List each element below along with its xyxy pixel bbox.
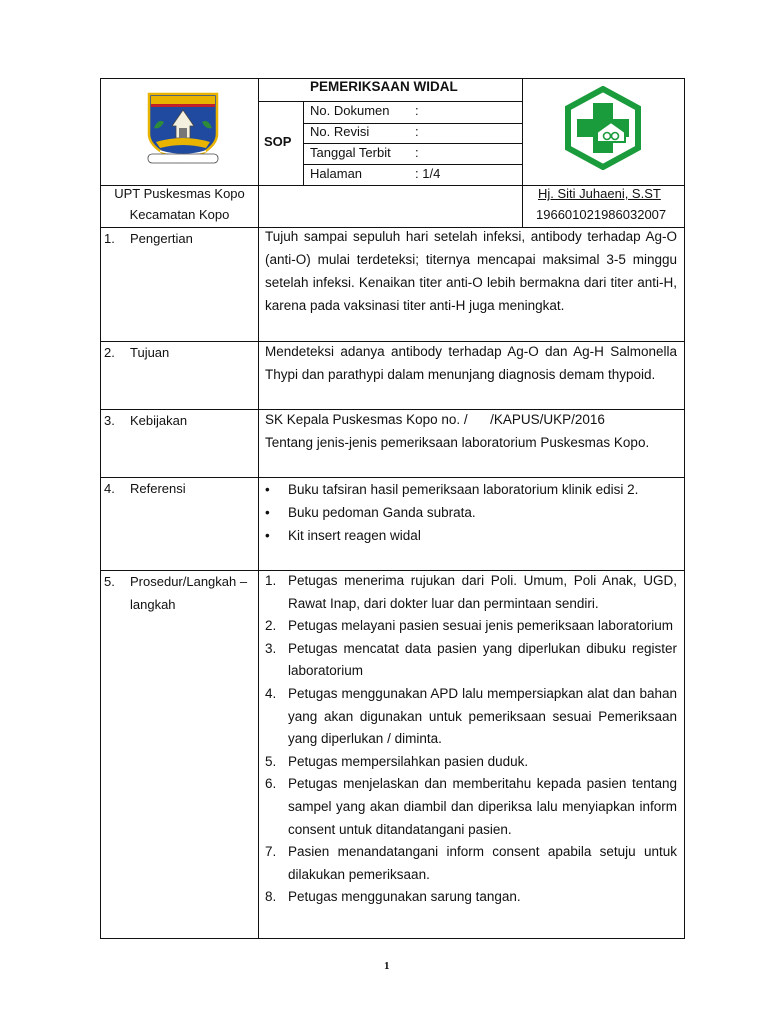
puskesmas-logo [563,86,643,170]
list-item: 2. Petugas melayani pasien sesuai jenis pemeriksaan laboratorium [265,618,673,634]
section-procedure-label: 5. Prosedur/Langkah – langkah [104,574,248,612]
list-item: 3. Petugas mencatat data pasien yang diperlukan dibuku register laboratorium [265,640,677,679]
page-count-label: Halaman [310,166,363,181]
page-count-value: : 1/4 [415,166,441,181]
page-number: 1 [384,960,390,972]
table-border-right [684,78,685,939]
institution-subdistrict: Kecamatan Kopo [129,207,230,222]
list-item: • Kit insert reagen widal [260,524,680,547]
table-border-bottom [100,938,685,939]
procedure-steps [260,570,677,909]
table-rule [303,101,304,186]
table-rule [259,101,522,102]
list-item: 5. Petugas mempersilahkan pasien duduk. [265,753,529,769]
list-item: 8. Petugas menggunakan sarung tangan. [265,889,521,905]
section-policy-text: Tentang jenis-jenis pemeriksaan laboratorium Puskesmas Kopo. [265,435,650,450]
sop-label: SOP [264,134,292,149]
list-item: 6. Petugas menjelaskan dan memberitahu kepada pasien tentang sampel yang akan diambil dan diperiksa lalu menyiapkan inform consent untuk ditandatangani pasien. [265,776,677,837]
list-item: 7. Pasien menandatangani inform consent apabila setuju untuk dilakukan pemeriksaan. [265,844,677,882]
section-policy-decree: SK Kepala Puskesmas Kopo no. / /KAPUS/UKP/2016 [265,412,605,427]
section-policy-label: 3. Kebijakan [104,413,188,428]
signer-name: Hj. Siti Juhaeni, S.ST [538,186,661,201]
document-title: PEMERIKSAAN WIDAL [310,79,458,94]
issue-date-label: Tanggal Terbit [310,145,391,160]
section-reference-label: 4. Referensi [104,481,186,496]
section-definition-label: 1. Pengertian [104,231,193,246]
table-rule [303,143,522,144]
reference-list [260,478,680,547]
table-rule [303,164,522,165]
section-definition-text: Tujuh sampai sepuluh hari setelah infeksi, antibody terhadap Ag-O (anti-O) mulai terdeteksi; titernya mencapai maksimal 3-5 minggu setelah infeksi. Kenaikan titer anti-O lebih bermakna dari titer anti-H, karena pada vaksinasi titer anti-H juga meningkat. [265,229,677,313]
revision-value: : [415,124,419,139]
institution-name: UPT Puskesmas Kopo [114,186,245,201]
section-purpose-label: 2. Tujuan [104,345,170,360]
list-item: • Buku tafsiran hasil pemeriksaan laboratorium klinik edisi 2. [260,478,680,501]
issue-date-value: : [415,145,419,160]
table-rule [258,78,259,939]
list-item: • Buku pedoman Ganda subrata. [260,501,680,524]
revision-label: No. Revisi [310,124,370,139]
doc-number-value: : [415,103,419,118]
region-logo [146,88,220,168]
table-rule [522,78,523,228]
section-purpose-text: Mendeteksi adanya antibody terhadap Ag-O dan Ag-H Salmonella Thypi dan parathypi dalam menunjang diagnosis demam thypoid. [265,344,677,382]
list-item: 1. Petugas menerima rujukan dari Poli. Umum, Poli Anak, UGD, Rawat Inap, dari dokter luar dan permintaan sendiri. [265,573,677,611]
list-item: 4. Petugas menggunakan APD lalu mempersiapkan alat dan bahan yang akan digunakan untuk pemeriksaan sesuai Pemeriksaan yang diperlukan / diminta. [265,685,677,747]
doc-number-label: No. Dokumen [310,103,390,118]
signer-id: 196601021986032007 [536,207,667,222]
